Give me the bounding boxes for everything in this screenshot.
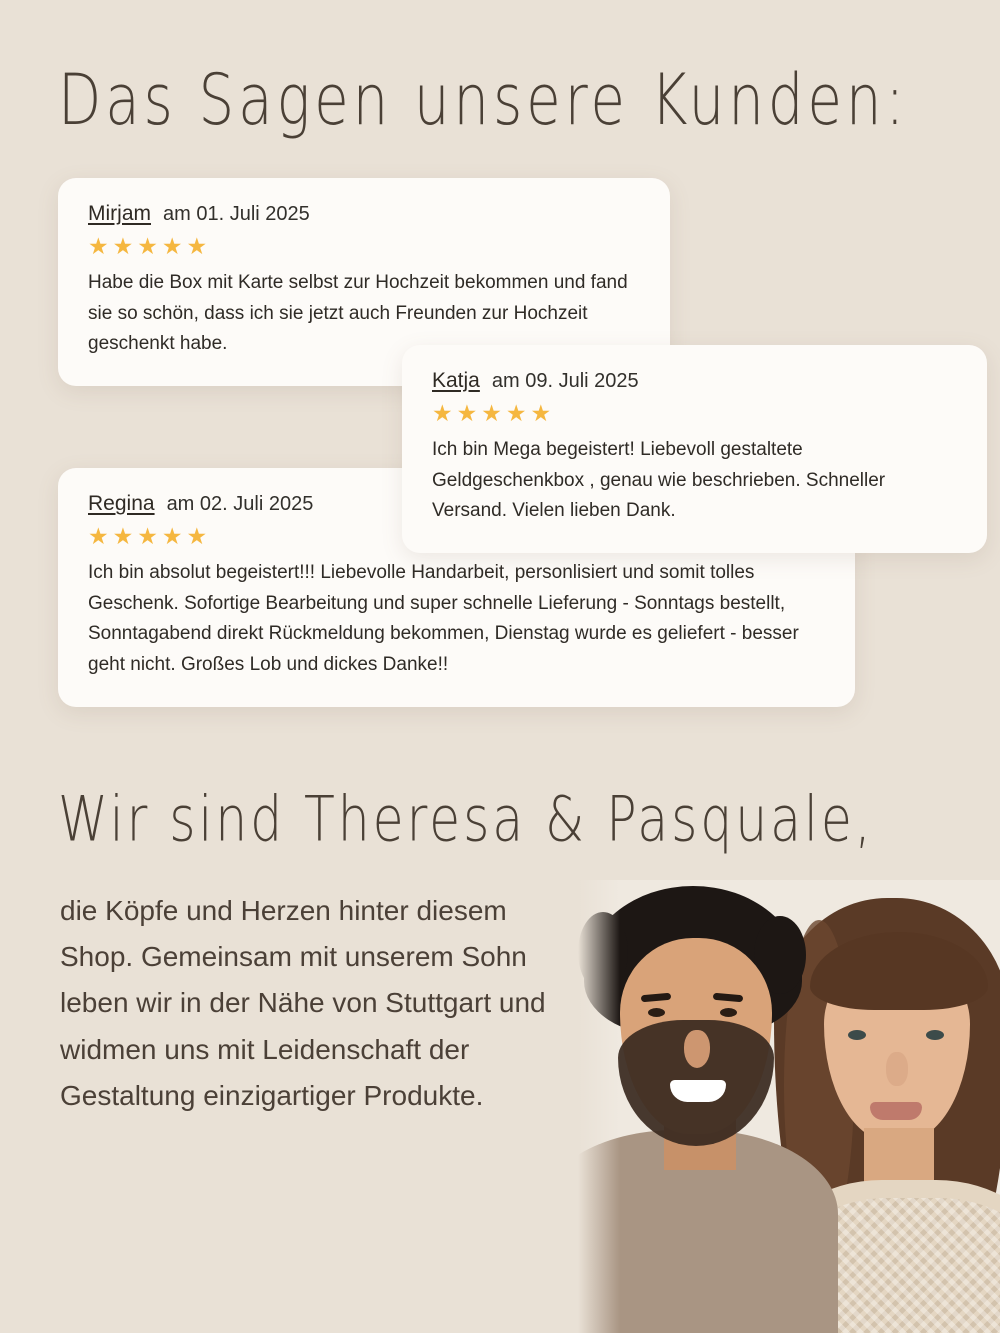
- reviewer-name: Katja: [432, 369, 480, 392]
- review-date: am 02. Juli 2025: [166, 493, 314, 515]
- person-eye-left: [848, 1030, 866, 1040]
- rating-stars: ★★★★★: [432, 400, 556, 426]
- reviewer-name: Regina: [88, 492, 155, 515]
- review-header: [88, 202, 640, 226]
- review-date: am 01. Juli 2025: [163, 203, 310, 225]
- person-mouth: [670, 1080, 726, 1102]
- review-text: Ich bin absolut begeistert!!! Liebevolle Handarbeit, personlisiert und somit tolles Geschenk. Sofortige Bearbeitung und super schnelle Lieferung - Sonntags bestellt, Sonntagabend direkt Rückmeldung bekommen, Dienstag wurde es geliefert - besser geht nicht. Großes Lob und dickes Danke!!: [88, 561, 799, 676]
- rating-stars: ★★★★★: [88, 233, 212, 259]
- review-text: Habe die Box mit Karte selbst zur Hochzeit bekommen und fand sie so schön, dass ich sie jetzt auch Freunden zur Hochzeit geschenkt habe.: [88, 271, 628, 355]
- page-title: Das Sagen unsere Kunden:: [58, 58, 909, 141]
- person-eye-right: [720, 1008, 737, 1017]
- reviewer-name: Mirjam: [88, 202, 151, 225]
- founders-photo: [578, 880, 1000, 1333]
- person-nose: [684, 1030, 710, 1068]
- review-card: [402, 345, 987, 553]
- person-nose: [886, 1052, 908, 1086]
- person-eye-left: [648, 1008, 665, 1017]
- person-mouth: [870, 1102, 922, 1120]
- photo-left-fade: [578, 880, 620, 1333]
- about-heading: Wir sind Theresa & Pasquale,: [58, 784, 874, 856]
- review-date: am 09. Juli 2025: [491, 370, 639, 392]
- review-header: [432, 369, 957, 393]
- review-text: Ich bin Mega begeistert! Liebevoll gestaltete Geldgeschenkbox , genau wie beschrieben. Schneller Versand. Vielen lieben Dank.: [432, 438, 886, 522]
- about-body-text: die Köpfe und Herzen hinter diesem Shop. Gemeinsam mit unserem Sohn leben wir in der Nähe von Stuttgart und widmen uns mit Leidenschaft der Gestaltung einzigartiger Produkte.: [60, 895, 546, 1111]
- rating-stars: ★★★★★: [88, 523, 212, 549]
- person-eye-right: [926, 1030, 944, 1040]
